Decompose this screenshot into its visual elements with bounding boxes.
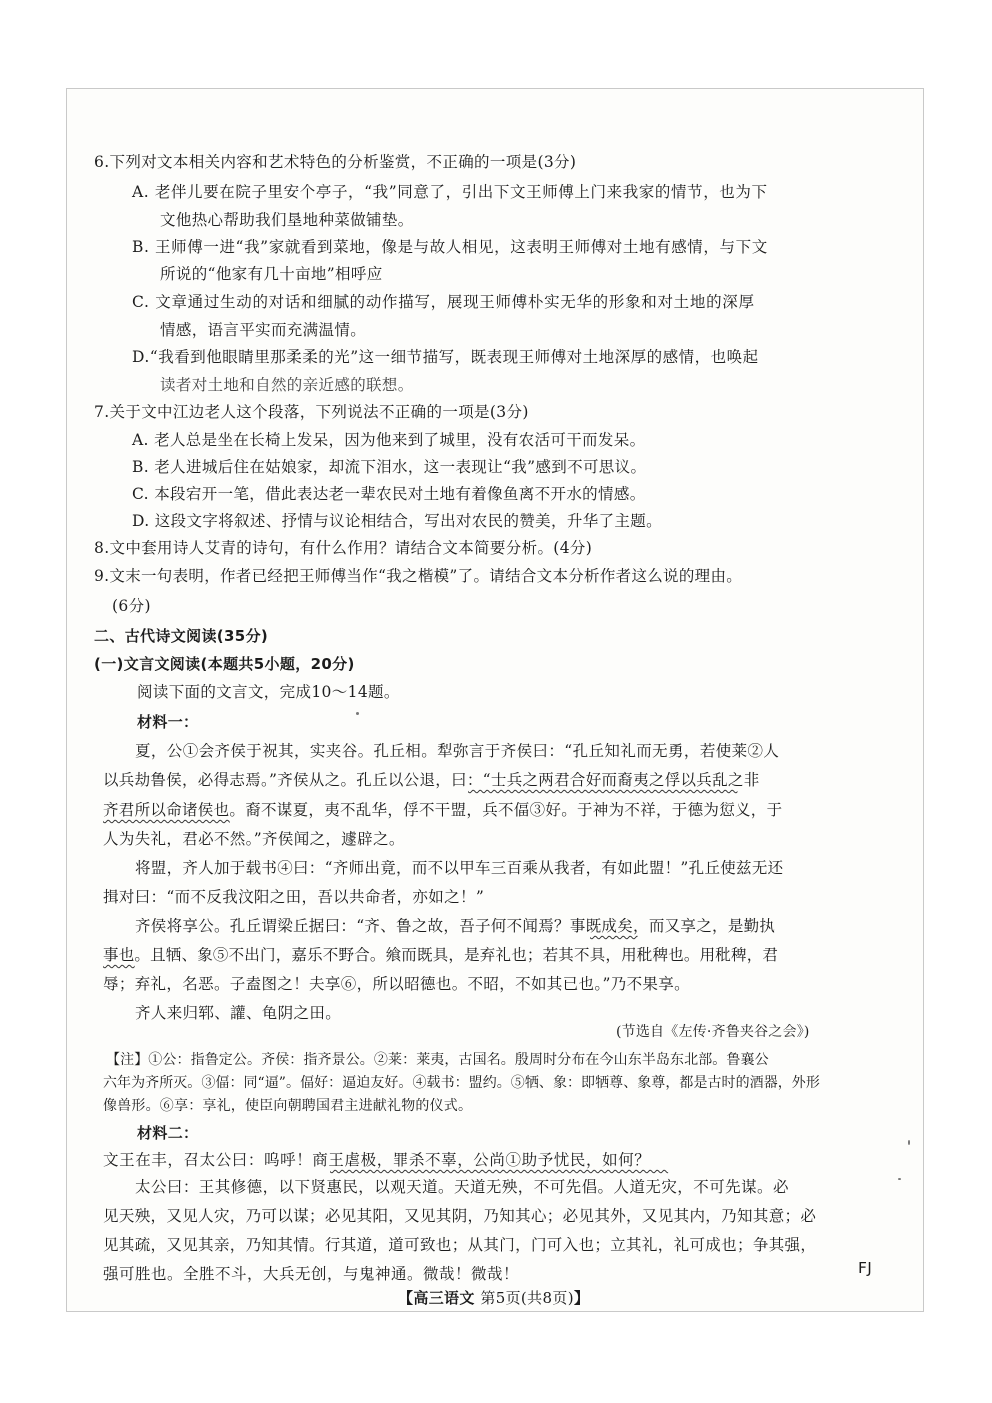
- q7-option-a: A. 老人总是坐在长椅上发呆，因为他来到了城里，没有农活可干而发呆。: [132, 431, 646, 449]
- q6-option-d-line2: 读者对土地和自然的亲近感的联想。: [160, 376, 414, 394]
- material-1-source: (节选自《左传·齐鲁夹谷之会》): [616, 1024, 810, 1040]
- underline-mark-4: [103, 945, 135, 965]
- corner-code: FJ: [858, 1259, 873, 1277]
- q6-stem: 6.下列对文本相关内容和艺术特色的分析鉴赏，不正确的一项是(3分): [94, 153, 577, 171]
- q7-stem: 7.关于文中江边老人这个段落，下列说法不正确的一项是(3分): [94, 403, 529, 421]
- material-1-p3-line1: 齐侯将享公。孔丘谓梁丘据曰：“齐、鲁之故，吾子何不闻焉？事既成矣，而又享之，是勤执: [135, 917, 776, 935]
- material-1-p4: 齐人来归郓、讙、龟阴之田。: [135, 1004, 342, 1022]
- footer-close-bracket: 】: [573, 1289, 590, 1307]
- q9-stem-line2: (6分): [112, 597, 151, 615]
- underline-mark-3: [590, 916, 638, 936]
- q7-option-d: D. 这段文字将叙述、抒情与议论相结合，写出对农民的赞美，升华了主题。: [132, 512, 662, 530]
- material-2-line1: 文王在丰，召太公曰：呜呼！商王虐极，罪杀不辜，公尚①助予忧民，如何？: [103, 1151, 651, 1169]
- material-2-line4: 见其疏，又见其亲，乃知其情。行其道，道可致也；从其门，门可入也；立其礼，礼可成也；争其强，: [103, 1236, 817, 1254]
- material-1-label: 材料一：: [137, 713, 199, 731]
- material-2-label: 材料二：: [137, 1124, 199, 1142]
- material-1-p1-line3: 齐君所以命诸侯也。裔不谋夏，夷不乱华，俘不干盟，兵不偪③好。于神为不祥，于德为愆义，于: [103, 801, 783, 819]
- footer-subject: 【高三语文: [398, 1289, 475, 1307]
- section-2-instruction: 阅读下面的文言文，完成10～14题。: [137, 683, 400, 701]
- notes-line-2: 六年为齐所灭。③偪：同“逼”。偪好：逼迫友好。④载书：盟约。⑤牺、象：即牺尊、象尊，都是古时的酒器，外形: [103, 1075, 820, 1091]
- q7-option-b: B. 老人进城后住在姑娘家，却流下泪水，这一表现让“我”感到不可思议。: [132, 458, 647, 476]
- underline-mark-2: [103, 800, 230, 820]
- material-2-line5: 强可胜也。全胜不斗，大兵无创，与鬼神通。微哉！微哉！: [103, 1265, 520, 1283]
- q6-option-a-line2: 文他热心帮助我们垦地种菜做铺垫。: [160, 211, 414, 229]
- section-2-subtitle: (一)文言文阅读(本题共5小题，20分): [94, 655, 355, 673]
- q6-option-b-line2: 所说的“他家有几十亩地”相呼应: [160, 265, 383, 283]
- page-footer: [398, 1288, 589, 1308]
- q7-option-c: C. 本段宕开一笔，借此表达老一辈农民对土地有着像鱼离不开水的情感。: [132, 485, 646, 503]
- q6-option-b-line1: B. 王师傅一进“我”家就看到菜地，像是与故人相见，这表明王师傅对土地有感情，与下文: [132, 238, 768, 256]
- underline-mark-1: [468, 770, 737, 790]
- material-1-p2-line2: 揖对曰：“而不反我汶阳之田，吾以共命者，亦如之！”: [103, 888, 485, 906]
- notes-line-3: 像兽形。⑥享：享礼，使臣向朝聘国君主进献礼物的仪式。: [103, 1098, 473, 1114]
- q8-stem: 8.文中套用诗人艾青的诗句，有什么作用？请结合文本简要分析。(4分): [94, 539, 593, 557]
- q6-option-a-line1: A. 老伴儿要在院子里安个亭子，“我”同意了，引出下文王师傅上门来我家的情节，也为下: [132, 183, 768, 201]
- q6-option-c-line1: C. 文章通过生动的对话和细腻的动作描写，展现王师傅朴实无华的形象和对土地的深厚: [132, 293, 755, 311]
- scan-speck: [356, 712, 359, 715]
- material-1-p1-line2: 以兵劫鲁侯，必得志焉。”齐侯从之。孔丘以公退，曰：“士兵之两君合好而裔夷之俘以兵乱之非: [103, 771, 760, 789]
- underline-mark-5: [330, 1150, 668, 1170]
- material-1-p3-line2: 事也。且牺、象⑤不出门，嘉乐不野合。飨而既具，是弃礼也；若其不具，用秕稗也。用秕稗，君: [103, 946, 779, 964]
- q6-option-d-line1: D.“我看到他眼睛里那柔柔的光”这一细节描写，既表现王师傅对土地深厚的感情，也唤起: [132, 348, 759, 366]
- material-1-p3-line3: 辱；弃礼，名恶。子盍图之！夫享⑥，所以昭德也。不昭，不如其已也。”乃不果享。: [103, 975, 690, 993]
- q6-option-c-line2: 情感，语言平实而充满温情。: [160, 321, 367, 339]
- material-2-line3: 见天殃，又见人灾，乃可以谋；必见其阳，又见其阴，乃知其心；必见其外，又见其内，乃知其意；必: [103, 1207, 817, 1225]
- scan-speck: [908, 1140, 910, 1145]
- section-2-title: 二、古代诗文阅读(35分): [94, 627, 269, 645]
- material-2-line2: 太公曰：王其修德，以下贤惠民，以观天道。天道无殃，不可先倡。人道无灾，不可先谋。必: [135, 1178, 789, 1196]
- material-1-p1-line1: 夏，公①会齐侯于祝其，实夹谷。孔丘相。犁弥言于齐侯曰：“孔丘知礼而无勇，若使莱②人: [135, 742, 780, 760]
- material-1-p2-line1: 将盟，齐人加于载书④曰：“齐师出竟，而不以甲车三百乘从我者，有如此盟！”孔丘使兹无还: [135, 859, 784, 877]
- material-1-p1-line4: 人为失礼，君必不然。”齐侯闻之，遽辟之。: [103, 830, 405, 848]
- notes-line-1: 【注】①公：指鲁定公。齐侯：指齐景公。②莱：莱夷，古国名。殷周时分布在今山东半岛东北部。鲁襄公: [106, 1052, 769, 1068]
- footer-page-number: 第5页(共8页): [480, 1289, 574, 1307]
- q9-stem-line1: 9.文末一句表明，作者已经把王师傅当作“我之楷模”了。请结合文本分析作者这么说的理由。: [94, 567, 743, 585]
- scan-speck: [898, 1178, 901, 1180]
